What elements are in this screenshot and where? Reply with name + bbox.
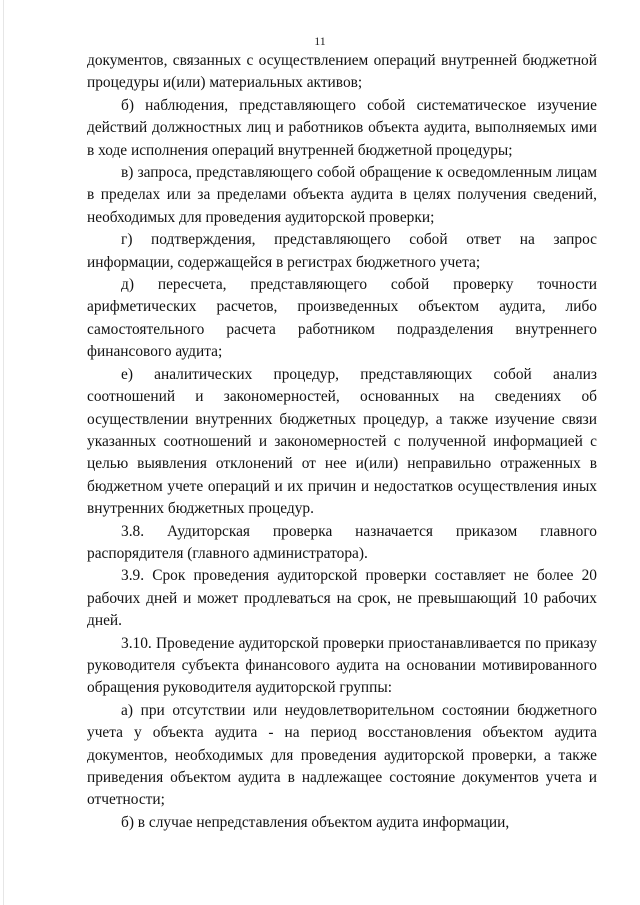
- scan-edge-line: [3, 0, 4, 905]
- paragraph-3-10: 3.10. Проведение аудиторской проверки приостанавливается по приказу руководителя субъекта финансового аудита на основании мотивированного обращения руководителя аудиторской группы:: [87, 634, 597, 697]
- document-body: [87, 50, 597, 834]
- paragraph-continuation: документов, связанных с осуществлением операций внутренней бюджетной процедуры и(или) материальных активов;: [87, 52, 597, 92]
- page-number: 11: [314, 34, 326, 48]
- paragraph-3-9: 3.9. Срок проведения аудиторской проверки составляет не более 20 рабочих дней и может продлеваться на срок, не превышающий 10 рабочих дней.: [87, 567, 597, 630]
- paragraph-item-a-absence: а) при отсутствии или неудовлетворительном состоянии бюджетного учета у объекта аудита - на период восстановления объектом аудита документов, необходимых для проведения аудиторской проверки, а также приведения объектом аудита в надлежащее состояние документов учета и отчетности;: [87, 701, 597, 809]
- paragraph-item-e-analytical: е) аналитических процедур, представляющих собой анализ соотношений и закономерностей, основанных на сведениях об осуществлении внутренних бюджетных процедур, а также изучение связи указанных соотношений и закономерностей с полученной информацией с целью выявления отклонений от нее и(или) неправильно отраженных в бюджетном учете операций и их причин и недостатков осуществления иных внутренних бюджетных процедур.: [87, 365, 597, 518]
- paragraph-item-b-observation: б) наблюдения, представляющего собой систематическое изучение действий должностных лиц и работников объекта аудита, выполняемых ими в ходе исполнения операций внутренней бюджетной процедуры;: [87, 96, 597, 159]
- paragraph-item-g-confirmation: г) подтверждения, представляющего собой ответ на запрос информации, содержащейся в регистрах бюджетного учета;: [87, 231, 597, 271]
- paragraph-item-v-inquiry: в) запроса, представляющего собой обращение к осведомленным лицам в пределах или за пределами объекта аудита в целях получения сведений, необходимых для проведения аудиторской проверки;: [87, 164, 597, 226]
- paragraph-item-d-recalculation: д) пересчета, представляющего собой проверку точности арифметических расчетов, произведенных объектом аудита, либо самостоятельного расчета работником подразделения внутреннего финансового аудита;: [87, 276, 597, 361]
- paragraph-item-b-nonprovision: б) в случае непредставления объектом аудита информации,: [121, 813, 510, 831]
- paragraph-3-8: 3.8. Аудиторская проверка назначается приказом главного распорядителя (главного администратора).: [87, 522, 597, 562]
